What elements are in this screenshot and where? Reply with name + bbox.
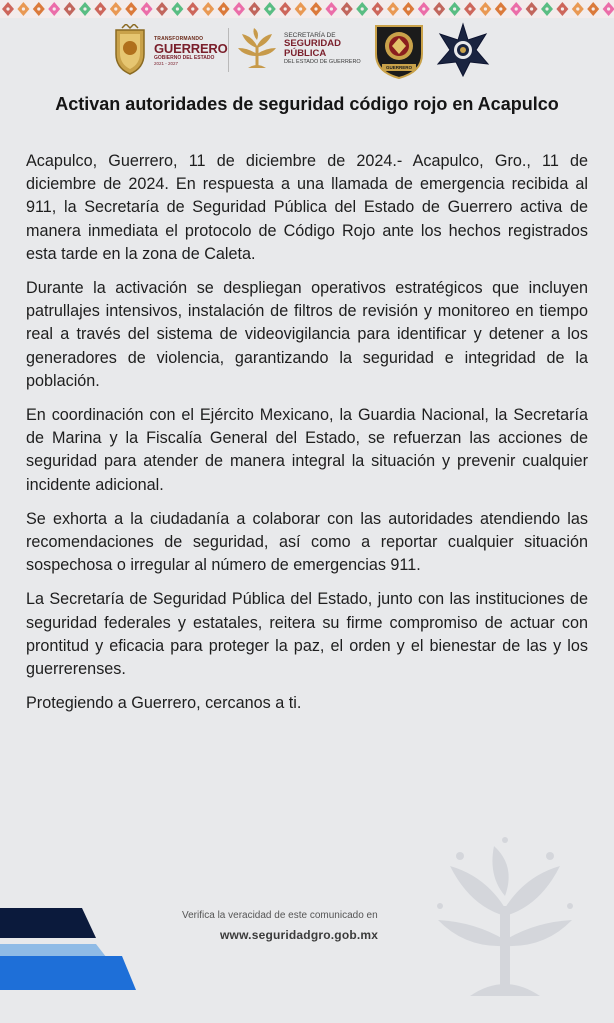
ssp-tree-icon [234, 26, 280, 72]
verify-note: Verifica la veracidad de este comunicado en [182, 910, 378, 921]
gobierno-name: GUERRERO [154, 41, 228, 56]
paragraph-3: En coordinación con el Ejército Mexicano, la Guardia Nacional, la Secretaría de Marina y la Fiscalía General del Estado, se refuerzan las acciones de seguridad para atender de manera integral la situación y prevenir cualquier incidente adicional. [26, 406, 588, 494]
gobierno-subtitle: GOBIERNO DEL ESTADO [154, 55, 215, 61]
decorative-stripes [0, 900, 140, 1000]
closing-slogan: Protegiendo a Guerrero, cercanos a ti. [26, 694, 302, 713]
ssp-logo [234, 24, 364, 80]
police-star-icon [436, 22, 490, 78]
ssp-line-2: SEGURIDAD [284, 38, 342, 49]
badge-text: GUERRERO [385, 65, 412, 70]
gobierno-years: 2021 - 2027 [154, 61, 179, 66]
website-link[interactable]: www.seguridadgro.gob.mx [220, 928, 379, 942]
article-title: Activan autoridades de seguridad código rojo en Acapulco [55, 94, 559, 114]
embroidered-border [0, 0, 614, 18]
header-divider [228, 28, 229, 72]
ssp-line-3: PÚBLICA [284, 48, 327, 59]
article-body [26, 150, 588, 726]
ssp-line-4: DEL ESTADO DE GUERRERO [284, 59, 361, 65]
gobierno-guerrero-logo [110, 22, 228, 80]
police-star-logo [436, 22, 490, 78]
guerrero-shield-icon [110, 24, 150, 76]
police-badge-icon [372, 20, 426, 80]
paragraph-5: La Secretaría de Seguridad Pública del Estado, junto con las instituciones de seguridad federales y estatales, reitera su firme compromiso de actuar con prontitud y eficacia para proteger la paz, el orden y el bienestar de las y los guerrerenses. [26, 590, 588, 679]
paragraph-4: Se exhorta a la ciudadanía a colaborar con las autoridades atendiendo las recomendaciones de seguridad, así como a reportar cualquier situación sospechosa o irregular al número de emergencias 911. [26, 509, 588, 575]
police-badge-logo [372, 20, 426, 80]
paragraph-2: Durante la activación se despliegan operativos estratégicos que incluyen patrullajes intensivos, instalación de filtros de revisión y monitoreo en tiempo real a través del sistema de videovigilancia para identificar y detener a los generadores de violencia, garantizando la seguridad e integridad de la población. [26, 279, 588, 390]
tree-watermark-icon [430, 836, 580, 1006]
header-logos [0, 20, 614, 82]
gobierno-small-text: TRANSFORMANDO [154, 36, 204, 42]
paragraph-1: Acapulco, Guerrero, 11 de diciembre de 2024.- Acapulco, Gro., 11 de diciembre de 2024. En respuesta a una llamada de emergencia recibida al 911, la Secretaría de Seguridad Pública del Estado de Guerrero activa de manera inmediata el protocolo de Código Rojo ante los hechos registrados esta tarde en la zona de Caleta. [26, 152, 588, 263]
ssp-line-1: SECRETARÍA DE [284, 32, 336, 39]
